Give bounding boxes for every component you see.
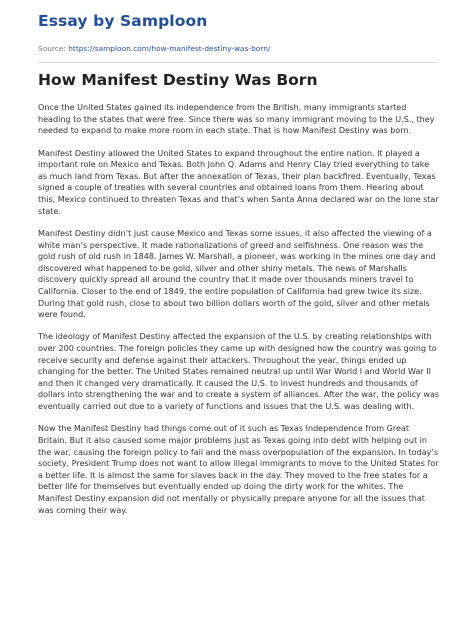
source-line (38, 44, 270, 53)
essay-paragraph-2: Manifest Destiny allowed the United States to expand throughout the entire nation. It played a important role on Mexico and Texas. Both John Q. Adams and Henry Clay tried everything to take as much land from Texas. But after the annexation of Texas, their plan backfired. Eventually, Texas signed a couple of treaties with several countries and obtained loans from them. Hearing about this, Mexico continued to threaten Texas and that’s when Santa Anna declared war on the lone star state. (38, 148, 439, 216)
essay-paragraph-5: Now the Manifest Destiny had things come out of it such as Texas Independence from Great Britain. But it also caused some major problems just as Texas going into debt with helping out in the war, causing the foreign policy to fail and the mass overpopulation of the expansion. In today’s society, President Trump does not want to allow illegal immigrants to move to the United States for a better life. It is almost the same for slaves back in the day. They moved to the free states for a better life for themselves but eventually ended up doing the dirty work for the whites. The Manifest Destiny expansion did not mentally or physically prepare anyone for all the issues that was coming their way. (38, 424, 439, 515)
essay-paragraph-1: Once the United States gained its independence from the British, many immigrants started heading to the states that were free. Since there was so many immigrant moving to the U.S., they needed to expand to make more room in each state. That is how Manifest Destiny was born. (38, 103, 435, 136)
source-link[interactable]: https://samploon.com/how-manifest-destiny-was-born/ (68, 44, 271, 53)
site-brand[interactable]: Essay by Samploon (38, 12, 208, 30)
header-divider (38, 62, 438, 63)
essay-title: How Manifest Destiny Was Born (38, 71, 318, 89)
essay-paragraph-3: Manifest Destiny didn’t just cause Mexico and Texas some issues, it also affected the viewing of a white man’s perspective. It made rationalizations of greed and selfishness. One reason was the gold rush of old rush in 1848. James W. Marshall, a pioneer, was working in the mines one day and discovered what happened to be gold, silver and other shiny metals. The news of Marshalls discovery quickly spread all around the country that it made over thousands miners travel to California. Closer to the end of 1849, the entire population of California had grew twice its size. During that gold rush, close to about two billion dollars worth of the gold, silver and other metals were found. (38, 228, 436, 320)
essay-paragraph-4: The ideology of Manifest Destiny affected the expansion of the U.S. by creating relationships with over 200 countries. The foreign policies they came up with designed how the country was going to receive security and defense against their attackers. Throughout the year, things ended up changing for the better. The United States remained neutral up until War World I and World War II and then it changed very dramatically. It caused the U.S. to invest hundreds and thousands of dollars into strengthening the war and to create a system of alliances. After the war, the policy was eventually carried out due to a variety of functions and issues that the U.S. was dealing with. (38, 332, 440, 412)
essay-body (38, 102, 440, 527)
source-label: Source: (38, 44, 66, 53)
